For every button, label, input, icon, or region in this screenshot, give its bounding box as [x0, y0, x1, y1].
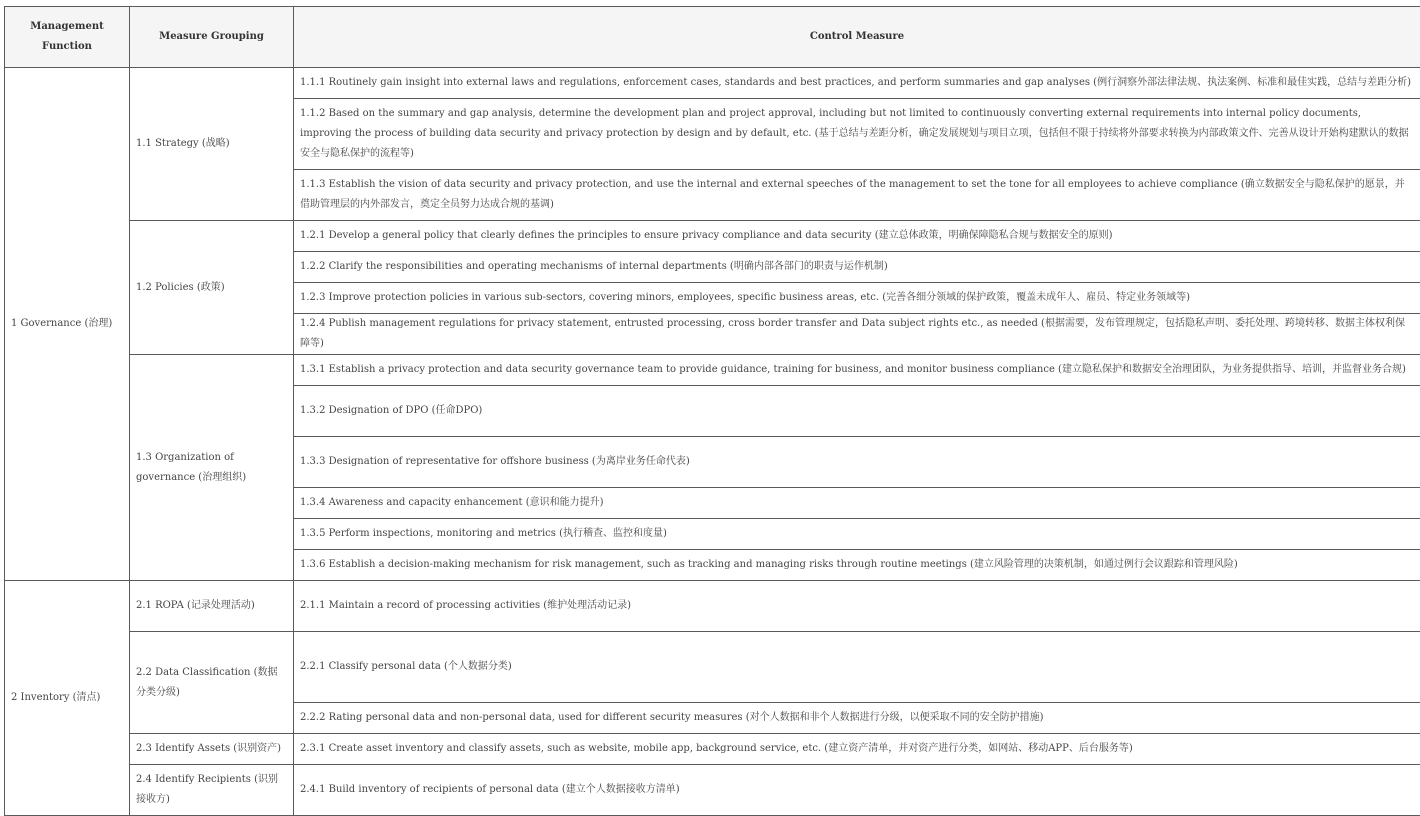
header-management-function: Management Function [5, 7, 130, 68]
measure-cell: 1.3.6 Establish a decision-making mechanism for risk management, such as tracking and managing risks through routine meetings (建立风险管理的决策机制，如通过例行会议跟踪和管理风险) [294, 550, 1420, 581]
measure-cell: 1.3.4 Awareness and capacity enhancement (意识和能力提升) [294, 488, 1420, 519]
header-control-measure: Control Measure [294, 7, 1420, 68]
grouping-cell: 2.3 Identify Assets (识别资产) [130, 734, 294, 765]
measure-cell: 1.3.1 Establish a privacy protection and data security governance team to provide guidance, training for business, and monitor business compliance (建立隐私保护和数据安全治理团队，为业务提供指导、培训，并监督业务合规) [294, 355, 1420, 386]
measure-cell: 1.3.3 Designation of representative for offshore business (为离岸业务任命代表) [294, 437, 1420, 488]
measure-cell: 1.2.2 Clarify the responsibilities and operating mechanisms of internal departments (明确内部各部门的职责与运作机制) [294, 252, 1420, 283]
grouping-cell: 2.2 Data Classification (数据分类分级) [130, 632, 294, 734]
grouping-cell: 1.3 Organization of governance (治理组织) [130, 355, 294, 581]
table-row [5, 355, 1420, 386]
measure-cell: 2.2.1 Classify personal data (个人数据分类) [294, 632, 1420, 703]
measure-cell: 2.1.1 Maintain a record of processing activities (维护处理活动记录) [294, 581, 1420, 632]
grouping-cell: 1.1 Strategy (战略) [130, 68, 294, 221]
table-row [5, 765, 1420, 816]
table-row [5, 221, 1420, 252]
measure-cell: 1.3.2 Designation of DPO (任命DPO) [294, 386, 1420, 437]
measure-cell: 2.4.1 Build inventory of recipients of personal data (建立个人数据接收方清单) [294, 765, 1420, 816]
function-cell: 2 Inventory (清点) [5, 581, 130, 816]
function-cell: 1 Governance (治理) [5, 68, 130, 581]
measure-cell: 1.2.1 Develop a general policy that clearly defines the principles to ensure privacy compliance and data security (建立总体政策，明确保障隐私合规与数据安全的原则) [294, 221, 1420, 252]
control-measures-table [4, 6, 1420, 816]
header-measure-grouping: Measure Grouping [130, 7, 294, 68]
measure-cell: 1.3.5 Perform inspections, monitoring and metrics (执行稽查、监控和度量) [294, 519, 1420, 550]
measure-cell: 1.1.1 Routinely gain insight into external laws and regulations, enforcement cases, standards and best practices, and perform summaries and gap analyses (例行洞察外部法律法规、执法案例、标准和最佳实践，总结与差距分析) [294, 68, 1420, 99]
table-row [5, 581, 1420, 632]
table-row [5, 734, 1420, 765]
measure-cell: 1.1.2 Based on the summary and gap analysis, determine the development plan and project approval, including but not limited to continuously converting external requirements into internal policy documents, improving the process of building data security and privacy protection by design and by default, etc. (基于总结与差距分析，确定发展规划与项目立项，包括但不限于持续将外部要求转换为内部政策文件、完善从设计开始构建默认的数据安全与隐私保护的流程等) [294, 99, 1420, 170]
header-row [5, 7, 1420, 68]
measure-cell: 1.2.4 Publish management regulations for privacy statement, entrusted processing, cross border transfer and Data subject rights etc., as needed (根据需要，发布管理规定，包括隐私声明、委托处理、跨境转移、数据主体权利保障等) [294, 314, 1420, 355]
grouping-cell: 1.2 Policies (政策) [130, 221, 294, 355]
grouping-cell: 2.4 Identify Recipients (识别接收方) [130, 765, 294, 816]
table-row [5, 68, 1420, 99]
measure-cell: 1.2.3 Improve protection policies in various sub-sectors, covering minors, employees, specific business areas, etc. (完善各细分领域的保护政策，覆盖未成年人、雇员、特定业务领域等) [294, 283, 1420, 314]
measure-cell: 2.2.2 Rating personal data and non-personal data, used for different security measures (对个人数据和非个人数据进行分级，以便采取不同的安全防护措施) [294, 703, 1420, 734]
measure-cell: 2.3.1 Create asset inventory and classify assets, such as website, mobile app, background service, etc. (建立资产清单，并对资产进行分类，如网站、移动APP、后台服务等) [294, 734, 1420, 765]
grouping-cell: 2.1 ROPA (记录处理活动) [130, 581, 294, 632]
measure-cell: 1.1.3 Establish the vision of data security and privacy protection, and use the internal and external speeches of the management to set the tone for all employees to achieve compliance (确立数据安全与隐私保护的愿景，并借助管理层的内外部发言，奠定全员努力达成合规的基调) [294, 170, 1420, 221]
table-row [5, 632, 1420, 703]
